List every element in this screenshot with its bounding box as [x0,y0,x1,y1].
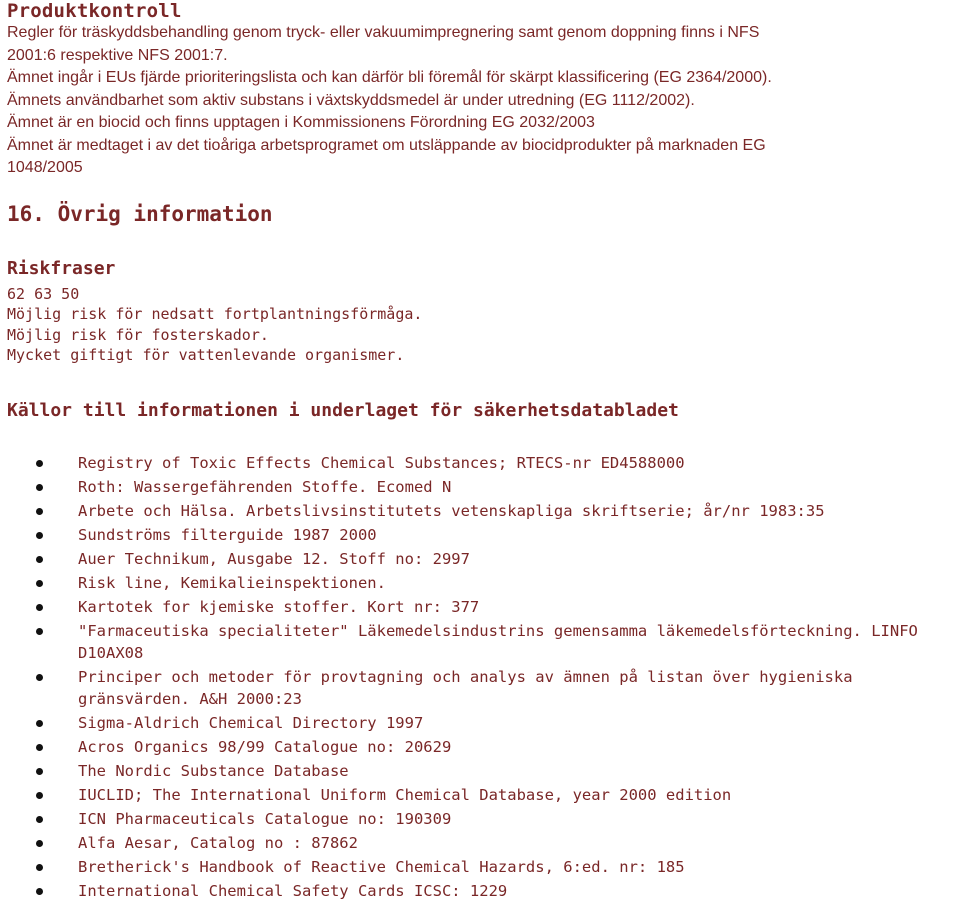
source-item [7,452,953,474]
section-16-heading: 16. Övrig information [7,201,273,226]
source-item-text: Registry of Toxic Effects Chemical Substances; RTECS-nr ED4588000 [78,453,685,472]
bullet-icon [36,768,43,775]
source-item-text: Principer och metoder för provtagning och analys av ämnen på listan över hygieniska gränsvärden. A&H 2000:23 [78,667,853,708]
source-item [7,736,953,758]
produktkontroll-text [7,22,953,180]
source-item [7,596,953,618]
source-item [7,760,953,782]
riskfraser-heading: Riskfraser [7,257,116,279]
source-item-text: The Nordic Substance Database [78,761,349,780]
source-item [7,808,953,830]
source-item [7,784,953,806]
source-item-text: Sundströms filterguide 1987 2000 [78,525,377,544]
source-item [7,476,953,498]
bullet-icon [36,744,43,751]
source-item-text: Kartotek for kjemiske stoffer. Kort nr: 377 [78,597,480,616]
source-item [7,572,953,594]
produktkontroll-heading: Produktkontroll [7,0,182,22]
source-item [7,524,953,546]
source-item-text: ICN Pharmaceuticals Catalogue no: 190309 [78,809,452,828]
source-item [7,548,953,570]
bullet-icon [36,532,43,539]
bullet-icon [36,460,43,467]
source-item [7,832,953,854]
bullet-icon [36,674,43,681]
source-item [7,712,953,734]
source-item-text: International Chemical Safety Cards ICSC: 1229 [78,881,508,900]
document-page [7,0,953,904]
sources-heading: Källor till informationen i underlaget för säkerhetsdatabladet [7,399,679,421]
bullet-icon [36,556,43,563]
source-item [7,620,953,664]
bullet-icon [36,888,43,895]
bullet-icon [36,628,43,635]
source-item-text: Arbete och Hälsa. Arbetslivsinstitutets vetenskapliga skriftserie; år/nr 1983:35 [78,501,825,520]
risk-phrase-codes: 62 63 50 [7,284,80,303]
bullet-icon [36,508,43,515]
source-item [7,856,953,878]
risk-phrase: Möjlig risk för nedsatt fortplantningsförmåga. [7,305,423,323]
source-item [7,500,953,522]
source-item-text: Alfa Aesar, Catalog no : 87862 [78,833,358,852]
produktkontroll-line: 1048/2005 [7,159,83,176]
source-item [7,666,953,710]
riskfraser-text [7,284,953,366]
risk-phrase: Mycket giftigt för vattenlevande organismer. [7,346,405,364]
produktkontroll-line: Ämnet är medtaget i av det tioåriga arbetsprogramet om utsläppande av biocidprodukter på marknaden EG [7,136,766,154]
produktkontroll-line: Ämnet är en biocid och finns upptagen i Kommissionens Förordning EG 2032/2003 [7,114,595,131]
bullet-icon [36,484,43,491]
source-item-text: Auer Technikum, Ausgabe 12. Stoff no: 2997 [78,549,470,568]
source-item-text: Acros Organics 98/99 Catalogue no: 20629 [78,737,452,756]
produktkontroll-line: 2001:6 respektive NFS 2001:7. [7,46,228,64]
bullet-icon [36,864,43,871]
source-item-text: IUCLID; The International Uniform Chemical Database, year 2000 edition [78,785,732,804]
bullet-icon [36,580,43,587]
source-item-text: "Farmaceutiska specialiteter" Läkemedelsindustrins gemensamma läkemedelsförteckning. LINFO D10AX08 [78,621,918,662]
bullet-icon [36,840,43,847]
sources-list [7,452,953,902]
bullet-icon [36,720,43,727]
bullet-icon [36,792,43,799]
source-item [7,880,953,902]
produktkontroll-line: Ämnets användbarhet som aktiv substans i växtskyddsmedel är under utredning (EG 1112/2002). [7,91,695,109]
bullet-icon [36,816,43,823]
bullet-icon [36,604,43,611]
source-item-text: Sigma-Aldrich Chemical Directory 1997 [78,713,424,732]
produktkontroll-line: Ämnet ingår i EUs fjärde prioriteringslista och kan därför bli föremål för skärpt klassificering (EG 2364/2000). [7,69,772,86]
source-item-text: Risk line, Kemikalieinspektionen. [78,573,386,592]
source-item-text: Roth: Wassergefährenden Stoffe. Ecomed N [78,477,452,496]
produktkontroll-line: Regler för träskyddsbehandling genom tryck- eller vakuumimpregnering samt genom doppning finns i NFS [7,24,760,41]
risk-phrase: Möjlig risk för fosterskador. [7,325,269,344]
source-item-text: Bretherick's Handbook of Reactive Chemical Hazards, 6:ed. nr: 185 [78,857,685,876]
